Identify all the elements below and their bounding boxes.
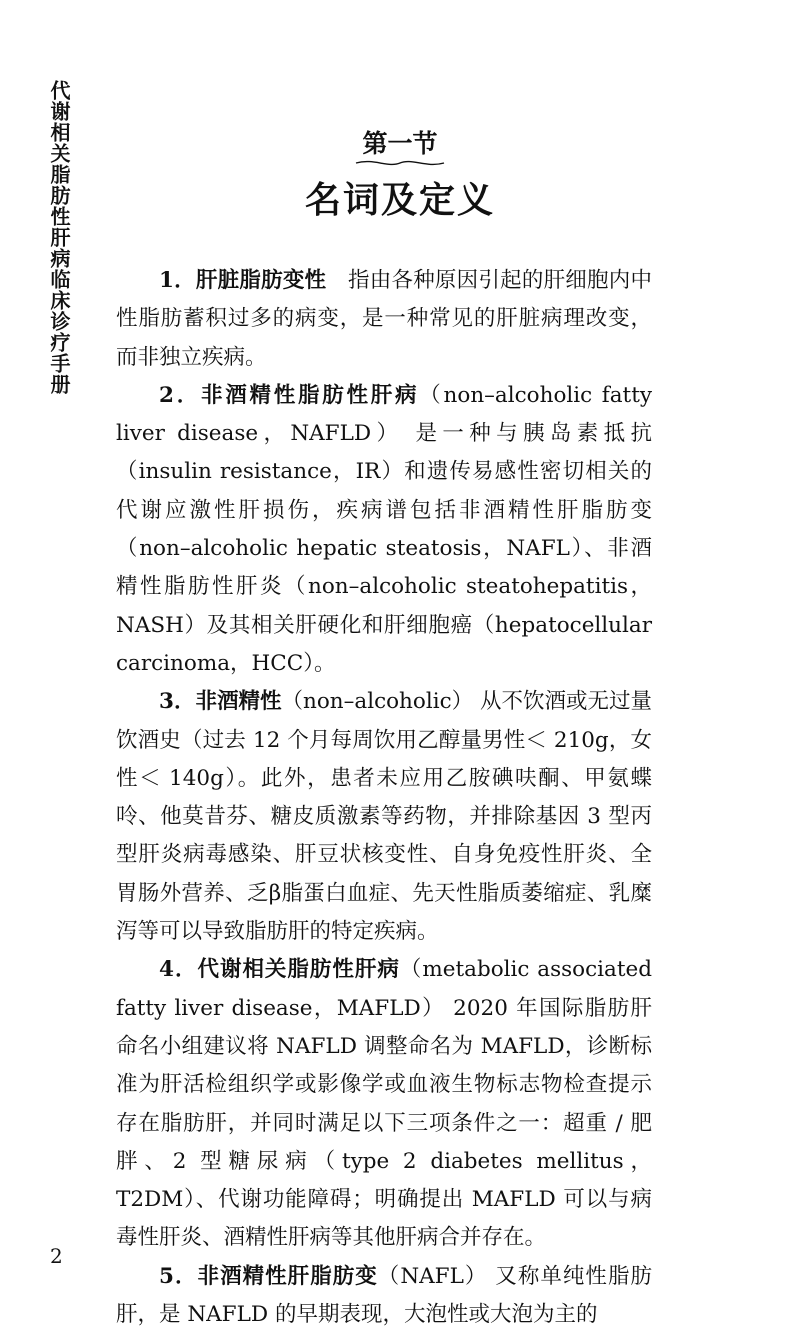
paragraph-text: （NAFL） 又称单纯性脂肪肝，是 NAFLD 的早期表现，大泡性或大泡为主的 <box>116 1263 652 1328</box>
paragraph-text: 指由各种原因引起的肝细胞内中性脂肪蓄积过多的病变，是一种常见的肝脏病理改变，而非独立疾病。 <box>116 268 652 370</box>
paragraph-3 <box>116 683 652 951</box>
term-heading: 肝脏脂肪变性 <box>195 268 327 293</box>
page-number: 2 <box>50 1244 63 1268</box>
paragraph-number: 1． <box>159 268 196 293</box>
paragraph-text: （non–alcoholic） 从不饮酒或无过量饮酒史（过去 12 个月每周饮用乙醇量男性＜ 210g，女性＜ 140g）。此外，患者未应用乙胺碘呋酮、甲氨蝶呤、他莫昔芬、糖皮质激素等药物，并排除基因 3 型丙型肝炎病毒感染、肝豆状核变性、自身免疫性肝炎、全胃肠外营养、乏β脂蛋白血症、先天性脂质萎缩症、乳糜泻等可以导致脂肪肝的特定疾病。 <box>116 689 652 945</box>
paragraph-number: 4． <box>159 957 198 983</box>
term-heading: 非酒精性 <box>195 689 282 715</box>
paragraph-number: 2． <box>159 382 201 408</box>
section-label-text: 第一节 <box>362 129 438 158</box>
term-heading: 非酒精性肝脂肪变 <box>197 1263 378 1289</box>
term-heading: 代谢相关脂肪性肝病 <box>197 957 400 983</box>
running-head: 代谢相关脂肪性肝病临床诊疗手册 <box>47 80 71 395</box>
paragraph-text: （metabolic associated fatty liver disease，MAFLD） 2020 年国际脂肪肝命名小组建议将 NAFLD 调整命名为 MAFLD，诊断标准为肝活检组织学或影像学或血液生物标志物检查提示存在脂肪肝，并同时满足以下三项条件之一：超重 / 肥胖、2 型糖尿病（type 2 diabetes mellitus，T2DM）、代谢功能障碍；明确提出 MAFLD 可以与病毒性肝炎、酒精性肝病等其他肝病合并存在。 <box>116 957 652 1251</box>
paragraph-5 <box>116 1258 652 1335</box>
page-title: 名词及定义 <box>304 180 495 221</box>
term-heading: 非酒精性脂肪性肝病 <box>200 382 420 408</box>
paragraph-number: 5． <box>159 1263 198 1289</box>
paragraph-1 <box>116 262 652 377</box>
section-ornament <box>354 158 446 168</box>
paragraph-4 <box>116 951 652 1257</box>
paragraph-2 <box>116 377 652 683</box>
paragraph-text: （non–alcoholic fatty liver disease，NAFLD） 是一种与胰岛素抵抗（insulin resistance，IR）和遗传易感性密切相关的代谢应激性肝损伤，疾病谱包括非酒精性肝脂肪变（non–alcoholic hepatic steatosis，NAFL）、非酒精性脂肪性肝炎（non–alcoholic steatohepatitis，NASH）及其相关肝硬化和肝细胞癌（hepatocellular carcinoma，HCC）。 <box>116 382 652 676</box>
body-text <box>116 262 652 1334</box>
paragraph-number: 3． <box>159 689 196 715</box>
